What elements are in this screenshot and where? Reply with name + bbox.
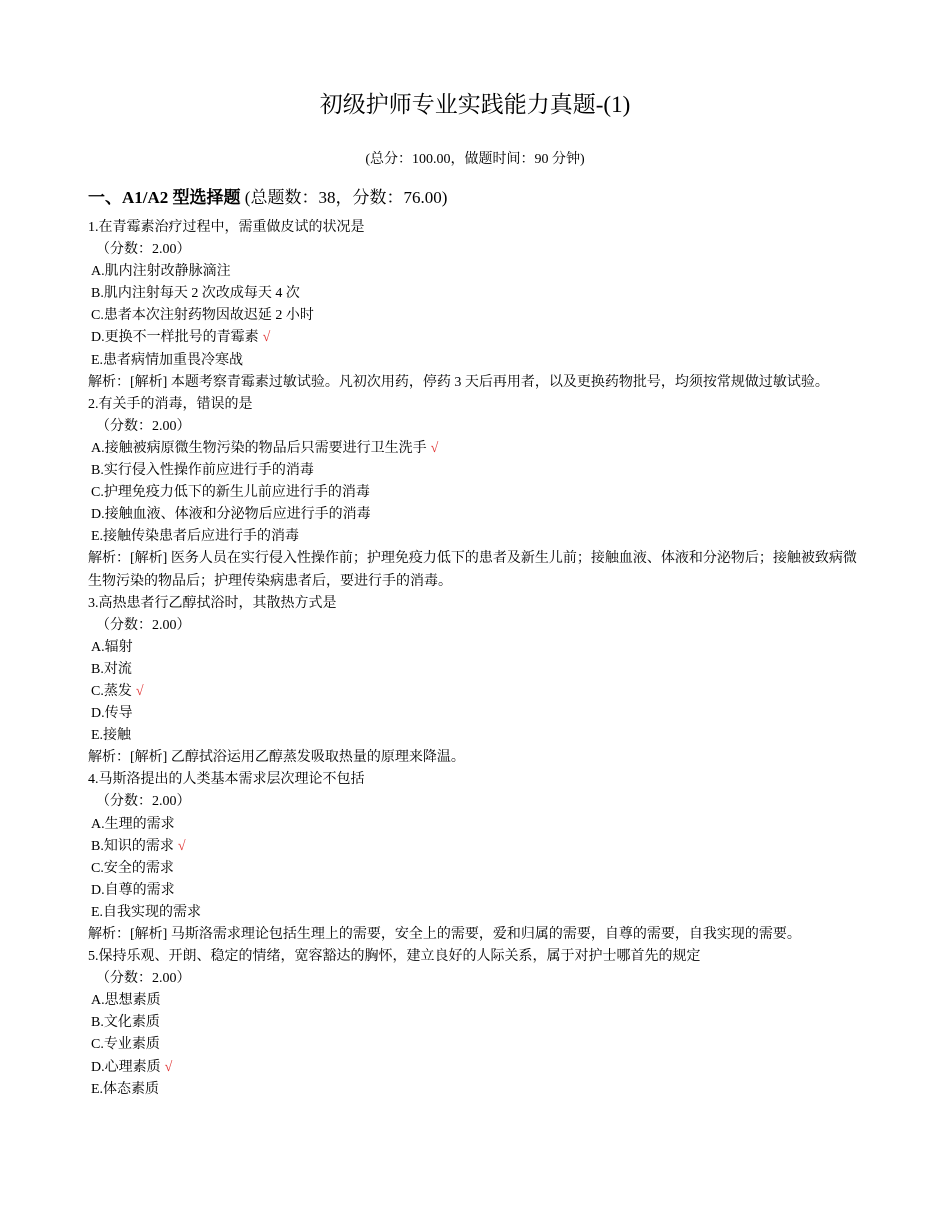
- page-title: 初级护师专业实践能力真题-(1): [319, 92, 631, 117]
- question-analysis: 解析：[解析] 医务人员在实行侵入性操作前；护理免疫力低下的患者及新生儿前；接触血液、体液和分泌物后；接触被致病微生物污染的物品后；护理传染病患者后，要进行手的消毒。: [88, 551, 857, 589]
- question-analysis: 解析：[解析] 马斯洛需求理论包括生理上的需要，安全上的需要，爱和归属的需要，自尊的需要，自我实现的需要。: [88, 927, 801, 942]
- option-label: E.接触: [91, 728, 132, 744]
- answer-option: [88, 504, 863, 526]
- answer-option: [88, 990, 863, 1012]
- answer-option: [88, 814, 863, 836]
- question-score: （分数：2.00）: [96, 242, 191, 258]
- question-score: （分数：2.00）: [96, 418, 191, 434]
- correct-check-icon: √: [430, 440, 439, 456]
- option-label: C.专业素质: [91, 1037, 160, 1053]
- option-label: C.护理免疫力低下的新生儿前应进行手的消毒: [91, 485, 370, 501]
- answer-option: [88, 703, 863, 725]
- answer-option: [88, 880, 863, 902]
- answer-option: [88, 1012, 863, 1034]
- option-label: E.体态素质: [91, 1081, 160, 1097]
- question-score: （分数：2.00）: [96, 794, 191, 810]
- correct-check-icon: √: [262, 330, 271, 346]
- question-block: [88, 394, 863, 593]
- question-analysis: 解析：[解析] 乙醇拭浴运用乙醇蒸发吸取热量的原理来降温。: [88, 750, 465, 766]
- answer-option: [88, 327, 863, 349]
- option-label: B.文化素质: [91, 1015, 160, 1031]
- answer-option: [88, 836, 863, 858]
- correct-check-icon: √: [164, 1059, 173, 1075]
- option-label: A.肌内注射改静脉滴注: [91, 264, 231, 280]
- option-label: A.接触被病原微生物污染的物品后只需要进行卫生洗手: [91, 440, 427, 456]
- correct-check-icon: √: [135, 683, 144, 699]
- option-label: C.蒸发: [91, 683, 132, 699]
- answer-option: [88, 438, 863, 460]
- section-info: (总题数：38，分数：76.00): [244, 188, 448, 207]
- question-text: 4.马斯洛提出的人类基本需求层次理论不包括: [88, 772, 365, 788]
- question-text: 2.有关手的消毒，错误的是: [88, 396, 253, 412]
- answer-option: [88, 1057, 863, 1079]
- option-label: E.接触传染患者后应进行手的消毒: [91, 529, 300, 545]
- answer-option: [88, 1034, 863, 1056]
- question-analysis: 解析：[解析] 本题考察青霉素过敏试验。凡初次用药，停药 3 天后再用者，以及更换药物批号，均须按常规做过敏试验。: [88, 374, 829, 390]
- answer-option: [88, 305, 863, 327]
- option-label: D.自尊的需求: [91, 882, 175, 898]
- question-text: 5.保持乐观、开朗、稳定的情绪，宽容豁达的胸怀，建立良好的人际关系，属于对护士哪首先的规定: [88, 949, 701, 965]
- answer-option: [88, 858, 863, 880]
- answer-option: [88, 460, 863, 482]
- answer-option: [88, 681, 863, 703]
- exam-meta: (总分：100.00，做题时间：90 分钟): [365, 152, 585, 167]
- answer-option: [88, 1079, 863, 1101]
- question-text: 1.在青霉素治疗过程中，需重做皮试的状况是: [88, 220, 365, 235]
- answer-option: [88, 902, 863, 924]
- answer-option: [88, 526, 863, 548]
- answer-option: [88, 283, 863, 305]
- option-label: B.对流: [91, 661, 132, 677]
- option-label: E.自我实现的需求: [91, 904, 202, 920]
- question-block: [88, 593, 863, 770]
- option-label: B.肌内注射每天 2 次改成每天 4 次: [91, 286, 300, 302]
- answer-option: [88, 261, 863, 283]
- answer-option: [88, 637, 863, 659]
- question-block: [88, 769, 863, 946]
- question-block: [88, 946, 863, 1101]
- option-label: D.传导: [91, 706, 133, 722]
- option-label: C.患者本次注射药物因故迟延 2 小时: [91, 308, 314, 324]
- option-label: A.生理的需求: [91, 816, 175, 832]
- option-label: A.辐射: [91, 639, 133, 655]
- option-label: B.实行侵入性操作前应进行手的消毒: [91, 463, 314, 479]
- answer-option: [88, 350, 863, 372]
- question-block: [88, 217, 863, 394]
- question-text: 3.高热患者行乙醇拭浴时，其散热方式是: [88, 595, 337, 611]
- option-label: B.知识的需求: [91, 838, 174, 854]
- question-list: [88, 217, 863, 1101]
- correct-check-icon: √: [177, 838, 186, 854]
- section-heading: [88, 186, 447, 210]
- answer-option: [88, 482, 863, 504]
- section-name: 一、A1/A2 型选择题: [88, 188, 241, 207]
- answer-option: [88, 725, 863, 747]
- answer-option: [88, 659, 863, 681]
- option-label: E.患者病情加重畏冷寒战: [91, 352, 244, 368]
- option-label: D.更换不一样批号的青霉素: [91, 330, 259, 346]
- option-label: D.接触血液、体液和分泌物后应进行手的消毒: [91, 507, 371, 523]
- question-score: （分数：2.00）: [96, 617, 191, 633]
- option-label: C.安全的需求: [91, 860, 174, 876]
- option-label: D.心理素质: [91, 1059, 161, 1075]
- option-label: A.思想素质: [91, 993, 161, 1009]
- question-score: （分数：2.00）: [96, 971, 191, 987]
